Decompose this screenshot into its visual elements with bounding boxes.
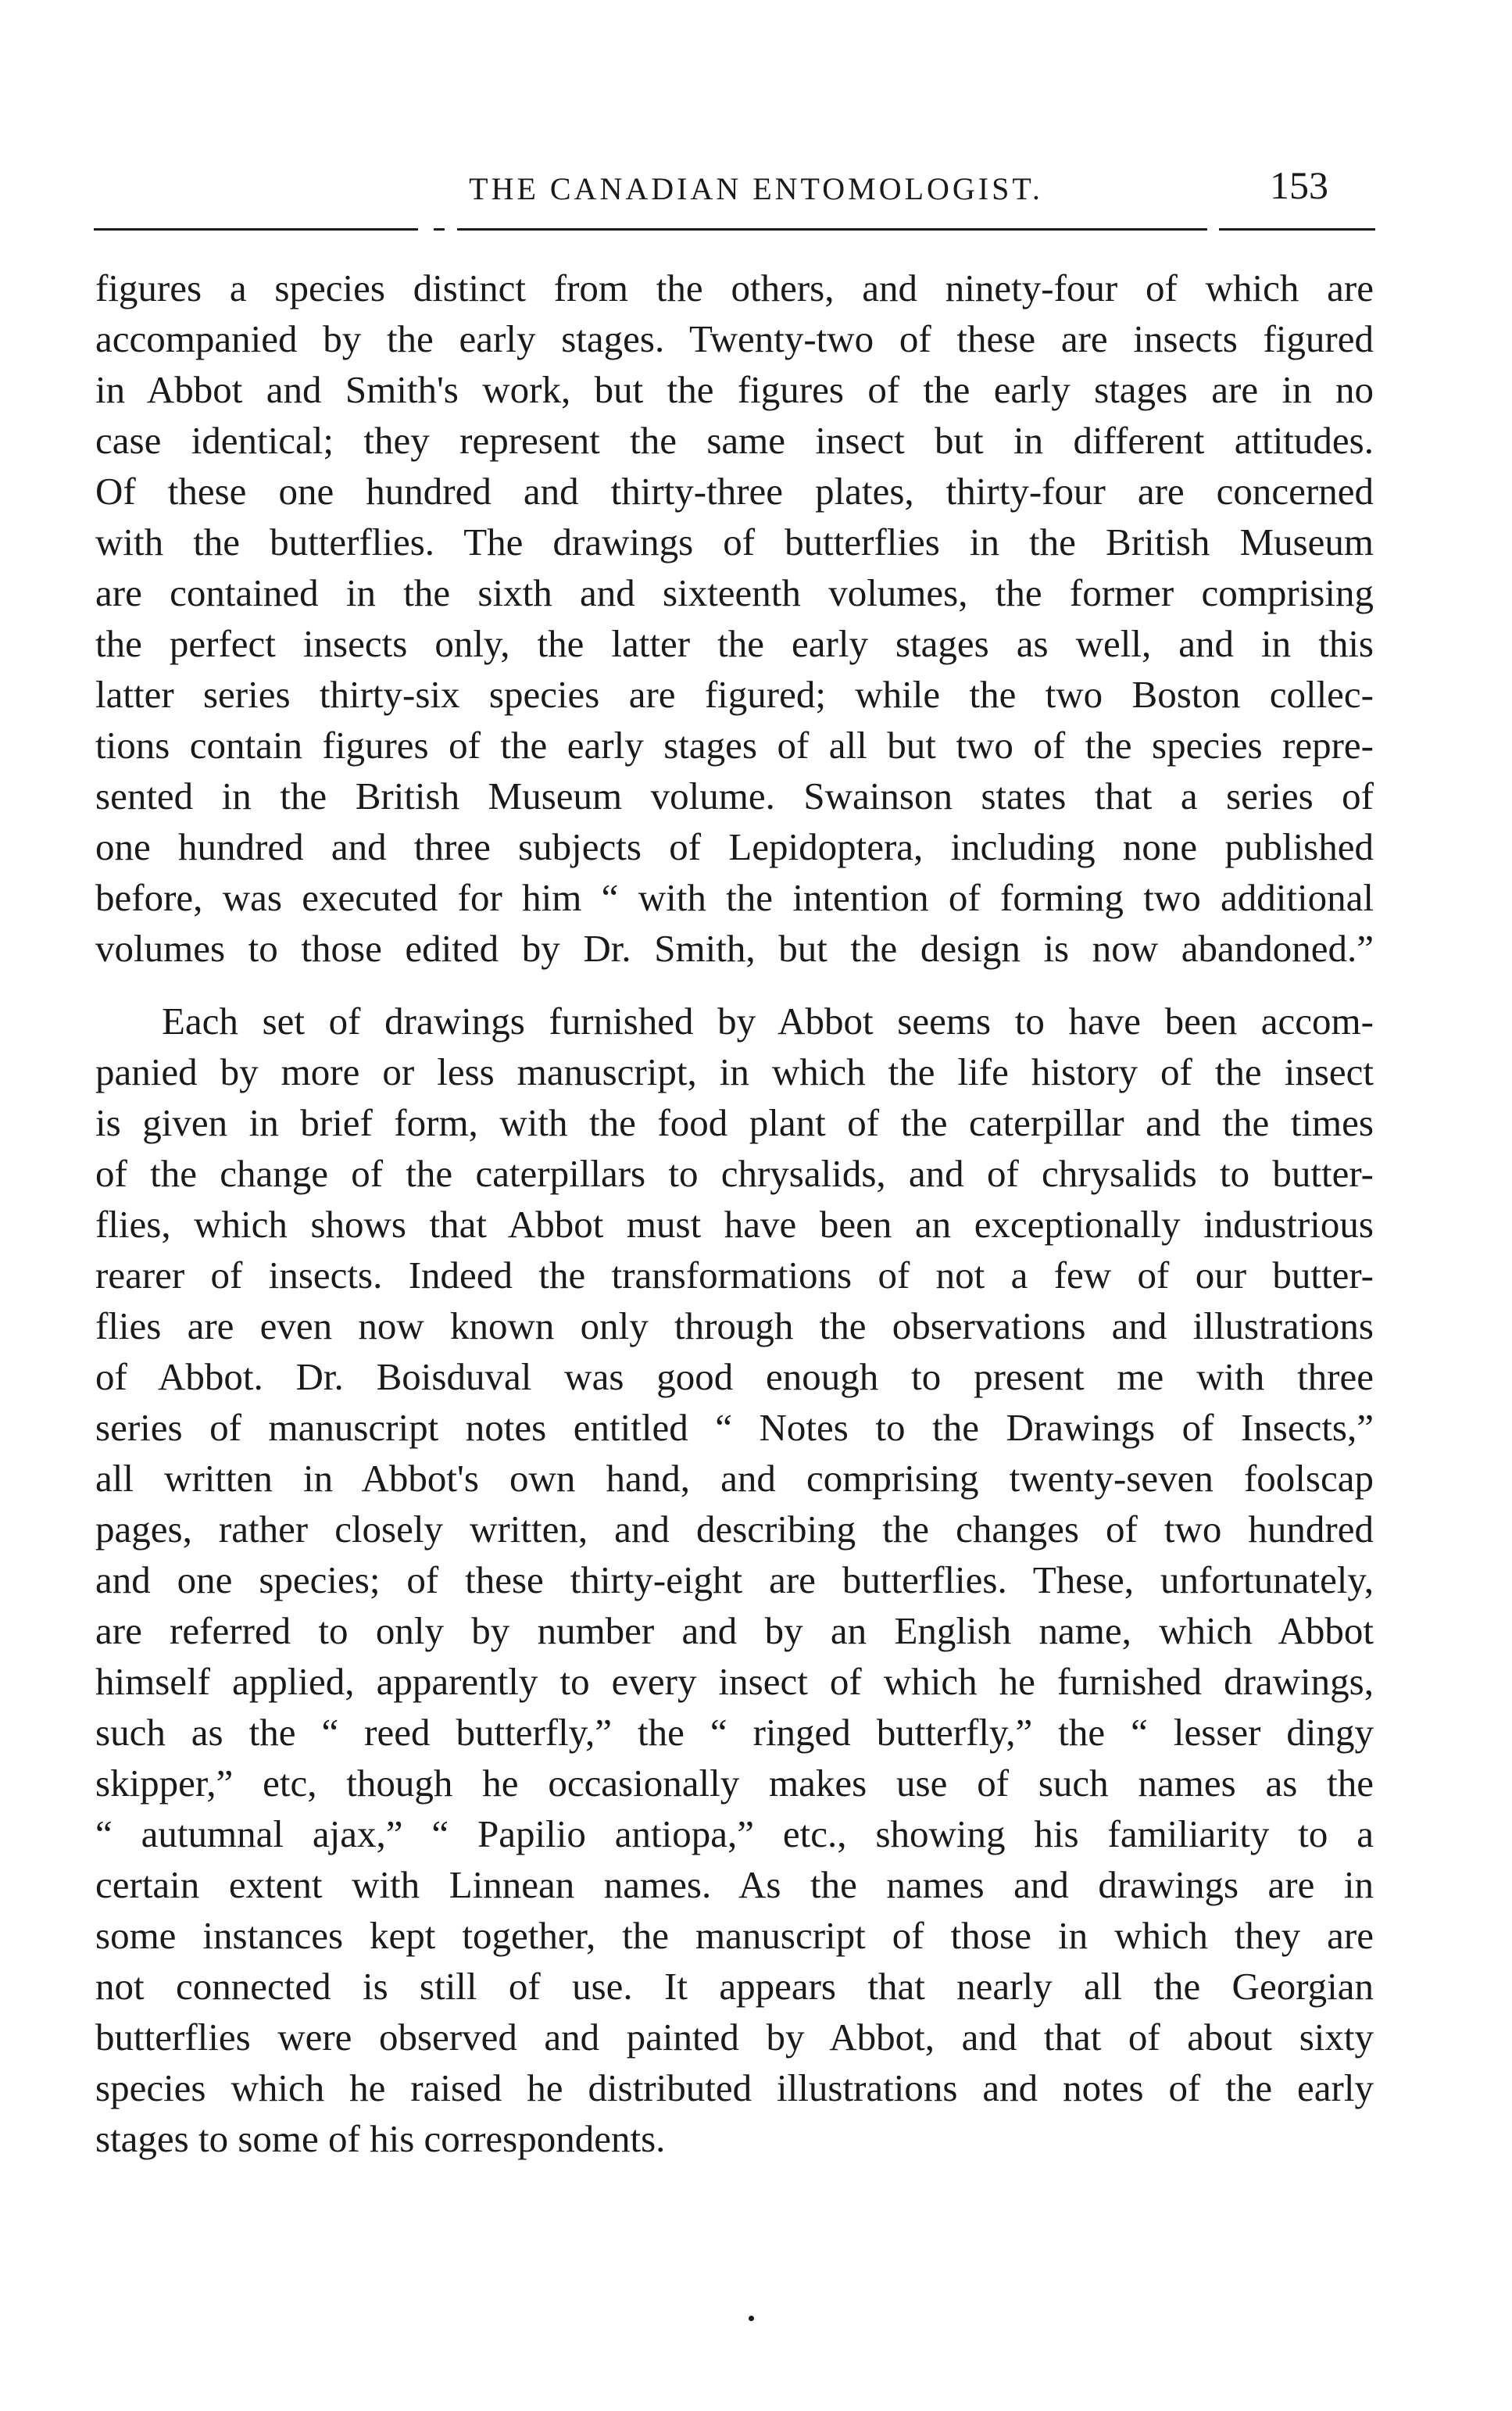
text-line: stages to some of his correspondents. xyxy=(95,2117,666,2160)
print-mark xyxy=(749,2316,754,2321)
text-line: series of manuscript notes entitled “ Notes to the Drawings of Insects,” xyxy=(95,1406,1374,1449)
text-line: certain extent with Linnean names. As the names and drawings are in xyxy=(95,1863,1374,1906)
text-line: himself applied, apparently to every insect of which he furnished drawings, xyxy=(95,1660,1374,1703)
text-line: skipper,” etc, though he occasionally makes use of such names as the xyxy=(95,1762,1374,1805)
text-line: is given in brief form, with the food plant of the caterpillar and the times xyxy=(95,1101,1374,1144)
text-line: pages, rather closely written, and describing the changes of two hundred xyxy=(95,1508,1374,1551)
text-line: all written in Abbot's own hand, and comprising twenty-seven foolscap xyxy=(95,1457,1374,1500)
header-rule-segment xyxy=(457,228,1207,231)
text-line: species which he raised he distributed illustrations and notes of the early xyxy=(95,2066,1374,2109)
text-line: sented in the British Museum volume. Swainson states that a series of xyxy=(95,774,1374,817)
running-title: THE CANADIAN ENTOMOLOGIST. xyxy=(469,171,1043,206)
header-rule-segment xyxy=(94,228,418,231)
text-line: are referred to only by number and by an English name, which Abbot xyxy=(95,1609,1374,1652)
text-line: and one species; of these thirty-eight are butterflies. These, unfortunately, xyxy=(95,1558,1374,1601)
text-line: rearer of insects. Indeed the transformations of not a few of our butter- xyxy=(95,1254,1374,1297)
text-line: some instances kept together, the manuscript of those in which they are xyxy=(95,1914,1374,1957)
text-line: figures a species distinct from the others, and ninety-four of which are xyxy=(95,266,1374,309)
text-line: tions contain figures of the early stages of all but two of the species repre- xyxy=(95,724,1374,767)
text-line: the perfect insects only, the latter the early stages as well, and in this xyxy=(95,622,1374,665)
text-line: Of these one hundred and thirty-three plates, thirty-four are concerned xyxy=(95,470,1374,513)
page-number: 153 xyxy=(1270,163,1328,207)
text-line: flies are even now known only through the observations and illustrations xyxy=(95,1304,1374,1347)
text-line: butterflies were observed and painted by Abbot, and that of about sixty xyxy=(95,2016,1374,2059)
text-line: “ autumnal ajax,” “ Papilio antiopa,” etc., showing his familiarity to a xyxy=(95,1812,1374,1855)
text-line: case identical; they represent the same insect but in different attitudes. xyxy=(95,419,1374,462)
text-line: are contained in the sixth and sixteenth volumes, the former comprising xyxy=(95,571,1374,614)
text-line: Each set of drawings furnished by Abbot seems to have been accom- xyxy=(162,1000,1374,1043)
text-line: such as the “ reed butterfly,” the “ ringed butterfly,” the “ lesser dingy xyxy=(95,1711,1374,1754)
text-line: in Abbot and Smith's work, but the figures of the early stages are in no xyxy=(95,368,1374,411)
text-line: of the change of the caterpillars to chrysalids, and of chrysalids to butter- xyxy=(95,1152,1374,1195)
text-line: before, was executed for him “ with the intention of forming two additional xyxy=(95,876,1374,919)
text-line: one hundred and three subjects of Lepidoptera, including none published xyxy=(95,825,1374,868)
text-line: with the butterflies. The drawings of butterflies in the British Museum xyxy=(95,520,1374,563)
text-line: of Abbot. Dr. Boisduval was good enough to present me with three xyxy=(95,1355,1374,1398)
text-line: not connected is still of use. It appears that nearly all the Georgian xyxy=(95,1965,1374,2008)
text-line: panied by more or less manuscript, in which the life history of the insect xyxy=(95,1050,1374,1093)
header-rule-segment xyxy=(1219,228,1375,231)
text-line: volumes to those edited by Dr. Smith, but the design is now abandoned.” xyxy=(95,927,1374,970)
text-line: latter series thirty-six species are figured; while the two Boston collec- xyxy=(95,673,1374,716)
text-line: accompanied by the early stages. Twenty-two of these are insects figured xyxy=(95,317,1374,360)
text-line: flies, which shows that Abbot must have been an exceptionally industrious xyxy=(95,1203,1374,1246)
header-rule-segment xyxy=(434,228,445,231)
